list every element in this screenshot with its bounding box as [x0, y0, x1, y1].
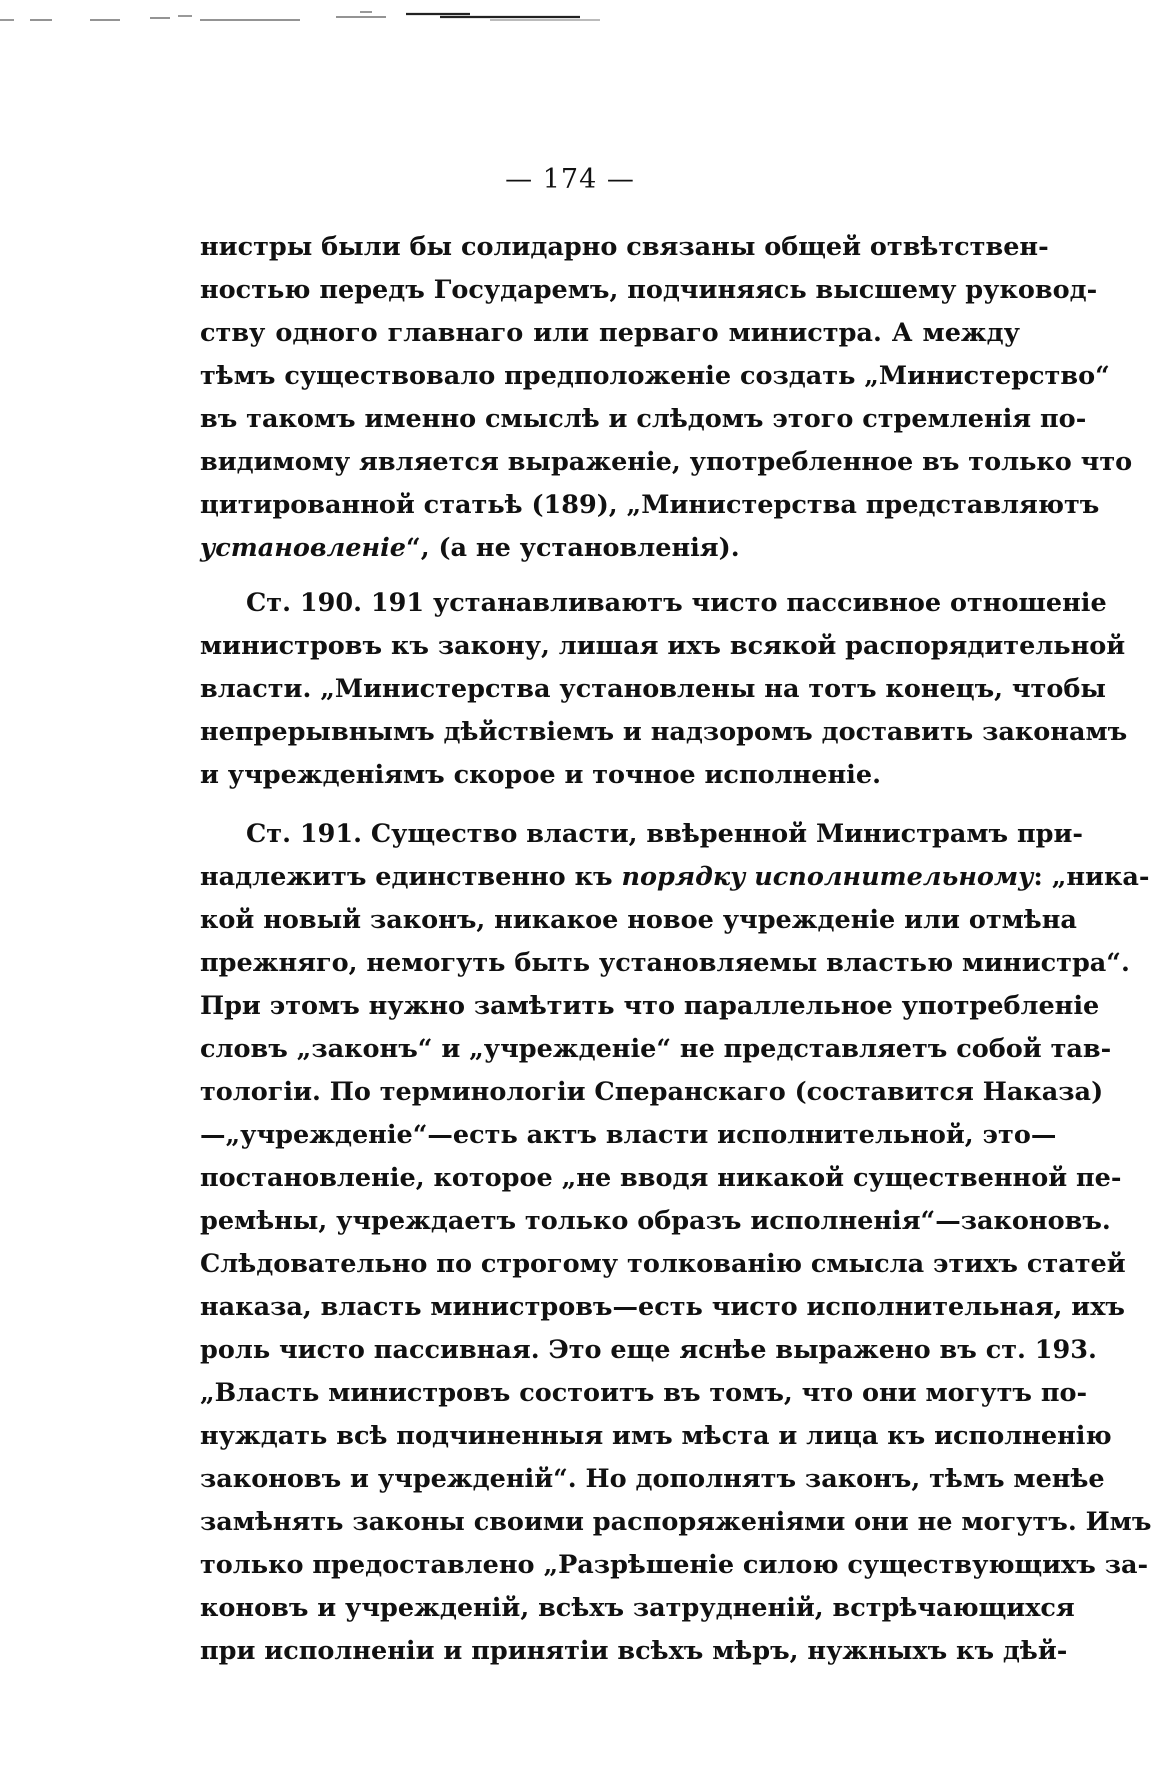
text-fragment: “, (а не установленія). [406, 533, 740, 563]
text-line: только предоставлено „Разрѣшеніе силою существующихъ за- [200, 1550, 1149, 1580]
italic-term: установленіе [200, 533, 407, 563]
text-line: законовъ и учрежденій“. Но дополнятъ законъ, тѣмъ менѣе [200, 1464, 1105, 1494]
paragraph-start-line: Ст. 190. 191 устанавливаютъ чисто пассивное отношеніе [246, 588, 1107, 618]
page-number: — 174 — [505, 164, 635, 195]
text-line: Слѣдовательно по строгому толкованію смысла этихъ статей [200, 1249, 1126, 1279]
text-line: ностью передъ Государемъ, подчиняясь высшему руковод- [200, 275, 1098, 305]
text-line: коновъ и учрежденій, всѣхъ затрудненій, встрѣчающихся [200, 1593, 1075, 1623]
scan-artifact-marks [0, 8, 640, 22]
text-line: тологіи. По терминологіи Сперанскаго (составится Наказа) [200, 1077, 1104, 1107]
text-line: власти. „Министерства установлены на тотъ конецъ, чтобы [200, 674, 1106, 704]
text-line: —„учрежденіе“—есть актъ власти исполнительной, это— [200, 1120, 1057, 1150]
text-line: роль чисто пассивная. Это еще яснѣе выражено въ ст. 193. [200, 1335, 1097, 1365]
text-line: непрерывнымъ дѣйствіемъ и надзоромъ доставить законамъ [200, 717, 1128, 747]
text-line: тѣмъ существовало предположеніе создать „Министерство“ [200, 361, 1110, 391]
text-line: ству одного главнаго или перваго министра. А между [200, 318, 1020, 348]
text-line: и учрежденіямъ скорое и точное исполненіе. [200, 760, 881, 790]
text-line: кой новый законъ, никакое новое учрежденіе или отмѣна [200, 905, 1077, 935]
text-fragment: : „ника- [1033, 862, 1150, 892]
text-line: министровъ къ закону, лишая ихъ всякой распорядительной [200, 631, 1126, 661]
text-line: постановленіе, которое „не вводя никакой существенной пе- [200, 1163, 1122, 1193]
text-line: замѣнять законы своими распоряженіями они не могутъ. Имъ [200, 1507, 1151, 1537]
text-line: нистры были бы солидарно связаны общей отвѣтствен- [200, 232, 1049, 262]
text-line: наказа, власть министровъ—есть чисто исполнительная, ихъ [200, 1292, 1125, 1322]
text-line: словъ „законъ“ и „учрежденіе“ не представляетъ собой тав- [200, 1034, 1112, 1064]
text-line: въ такомъ именно смыслѣ и слѣдомъ этого стремленія по- [200, 404, 1087, 434]
text-line: видимому является выраженіе, употребленное въ только что [200, 447, 1133, 477]
text-line-with-italic [200, 527, 1020, 570]
text-line: цитированной статьѣ (189), „Министерства представляютъ [200, 490, 1100, 520]
italic-term: порядку исполнительному [621, 862, 1034, 892]
paragraph-start-line: Ст. 191. Существо власти, ввѣренной Министрамъ при- [246, 819, 1083, 849]
text-line: „Власть министровъ состоитъ въ томъ, что они могутъ по- [200, 1378, 1088, 1408]
text-line: нуждать всѣ подчиненныя имъ мѣста и лица къ исполненію [200, 1421, 1112, 1451]
text-line: При этомъ нужно замѣтить что параллельное употребленіе [200, 991, 1100, 1021]
body-text [200, 226, 1151, 1673]
text-line: при исполненіи и принятіи всѣхъ мѣръ, нужныхъ къ дѣй- [200, 1636, 1068, 1666]
text-line: ремѣны, учреждаетъ только образъ исполненія“—законовъ. [200, 1206, 1111, 1236]
text-line: прежняго, немогуть быть установляемы властью министра“. [200, 948, 1130, 978]
text-line-with-italic [200, 856, 1150, 899]
text-fragment: надлежитъ единственно къ [200, 862, 622, 892]
